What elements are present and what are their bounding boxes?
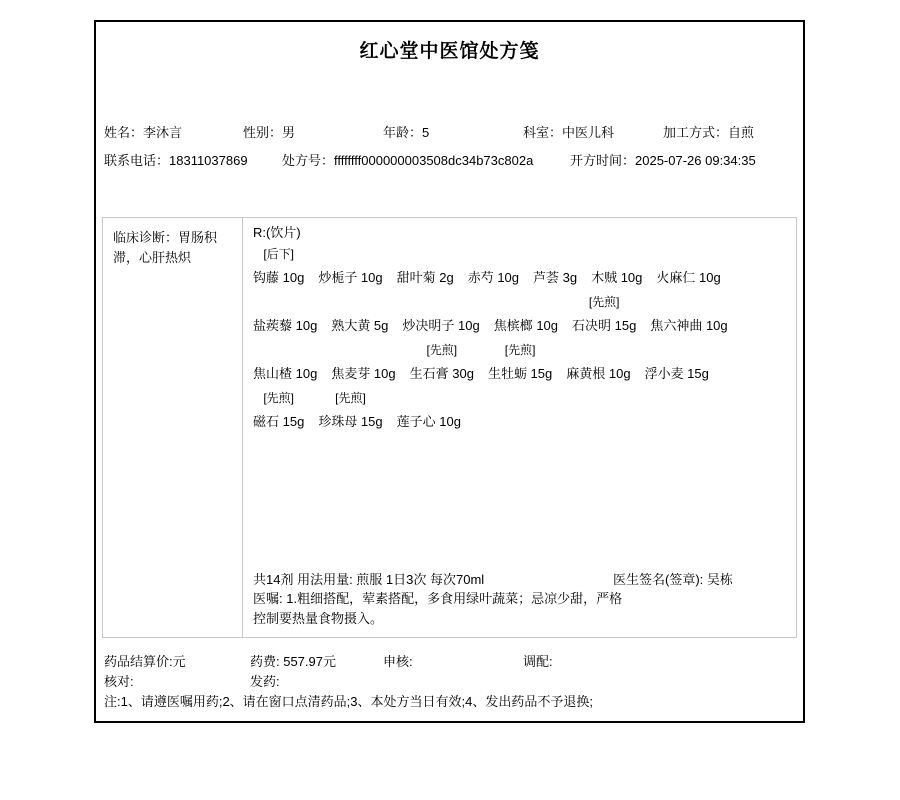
- page-title: 红心堂中医馆处方笺: [359, 41, 540, 62]
- herb-item: [468, 244, 519, 290]
- herb-name-dose: 焦槟榔 10g: [493, 318, 559, 333]
- decoction-note: [318, 244, 382, 265]
- dispense-field: 发药:: [250, 674, 280, 689]
- prescription-number-field: 处方号：ffffffff000000003508dc34b73c802a: [282, 153, 534, 168]
- herb-item: [397, 244, 454, 290]
- spacer: [253, 434, 786, 571]
- contact-phone-field: 联系电话：18311037869: [104, 153, 248, 168]
- herb-name-dose: 炒栀子 10g: [318, 270, 383, 285]
- herb-item: [253, 244, 304, 290]
- herb-item: [318, 244, 382, 290]
- herb-name-dose: 磁石 15g: [253, 414, 305, 429]
- herb-name-dose: 莲子心 10g: [396, 414, 461, 429]
- medicine-fee-field: 药费: 557.97元: [250, 654, 336, 669]
- herb-item: [494, 292, 558, 338]
- herb-item: [253, 388, 304, 434]
- herb-name-dose: 钩藤 10g: [253, 270, 305, 285]
- herb-name-dose: 火麻仁 10g: [656, 270, 721, 285]
- decoction-note: [566, 340, 630, 361]
- herb-name-dose: 炒决明子 10g: [402, 318, 480, 333]
- footer-note: 注:1、请遵医嘱用药;2、请在窗口点清药品;3、本处方当日有效;4、发出药品不予退换;: [104, 694, 593, 709]
- herb-name-dose: 赤芍 10g: [467, 270, 520, 285]
- decoction-note: [先煎]: [426, 343, 458, 357]
- herb-list: [253, 242, 786, 434]
- decoction-note: [253, 340, 317, 361]
- herb-item: [318, 388, 382, 434]
- herb-item: [397, 388, 461, 434]
- herb-item: [402, 292, 479, 338]
- herb-name-dose: 焦麦芽 10g: [331, 366, 396, 381]
- decoction-note: [397, 388, 461, 409]
- herb-line: [253, 388, 786, 434]
- patient-age-field: 年龄：5: [383, 125, 430, 140]
- herb-name-dose: 盐蒺藜 10g: [253, 318, 318, 333]
- decoction-note: [494, 292, 558, 313]
- compounding-field: 调配:: [523, 654, 553, 669]
- herb-item: [488, 340, 552, 386]
- settlement-price-field: 药品结算价:元: [104, 654, 186, 669]
- decoction-note: [397, 244, 454, 265]
- herb-name-dose: 焦六神曲 10g: [650, 318, 728, 333]
- decoction-note: [后下]: [263, 247, 294, 261]
- dosage-summary: 共14剂 用法用量: 煎服 1日3次 每次70ml: [253, 572, 485, 587]
- decoction-note: [331, 340, 395, 361]
- herb-name-dose: 甜叶菊 2g: [396, 270, 454, 285]
- herb-item: [650, 292, 727, 338]
- herb-item: [591, 244, 642, 290]
- verify-field: 核对:: [104, 674, 134, 689]
- prescription-sheet: [94, 20, 805, 723]
- herb-name-dose: 浮小麦 15g: [644, 366, 709, 381]
- herb-item: [410, 340, 474, 386]
- herb-item: [331, 292, 388, 338]
- herb-name-dose: 芦荟 3g: [533, 270, 578, 285]
- patient-gender-field: 性别：男: [243, 125, 296, 140]
- herb-item: [572, 292, 636, 338]
- herb-name-dose: 珍珠母 15g: [318, 414, 383, 429]
- herb-item: [253, 340, 317, 386]
- decoction-note: [656, 244, 720, 265]
- decoction-note: [先煎]: [504, 343, 536, 357]
- medical-advice-line1: 医嘱: 1.粗细搭配，荤素搭配，多食用绿叶蔬菜；忌凉少甜，严格: [253, 591, 623, 606]
- decoction-note: [645, 340, 709, 361]
- prescription-column: [243, 218, 796, 637]
- decoction-note: [591, 244, 642, 265]
- decoction-note: [650, 292, 727, 313]
- herb-name-dose: 石决明 15g: [572, 318, 637, 333]
- decoction-note: [先煎]: [588, 295, 620, 309]
- herb-name-dose: 生牡蛎 15g: [487, 366, 553, 381]
- herb-name-dose: 生石膏 30g: [409, 366, 474, 381]
- clinical-diagnosis: 临床诊断：胃肠积滞，心肝热炽: [103, 218, 243, 637]
- decoction-note: [533, 244, 577, 265]
- doctor-signature: 医生签名(签章): 吴栋: [613, 572, 733, 587]
- decoction-note: [先煎]: [263, 391, 294, 405]
- herb-item: [656, 244, 720, 290]
- herb-item: [253, 292, 317, 338]
- herb-line: [253, 292, 786, 338]
- herb-item: [645, 340, 709, 386]
- department-field: 科室：中医儿科: [523, 125, 615, 140]
- usage-row: [253, 571, 786, 589]
- decoction-note: [402, 292, 479, 313]
- herb-name-dose: 麻黄根 10g: [566, 366, 631, 381]
- processing-method-field: 加工方式：自煎: [663, 125, 755, 140]
- decoction-note: [468, 244, 519, 265]
- decoction-note: [331, 292, 388, 313]
- decoction-note: [先煎]: [335, 391, 366, 405]
- herb-item: [331, 340, 395, 386]
- herb-name-dose: 焦山楂 10g: [253, 366, 318, 381]
- herb-item: [533, 244, 577, 290]
- herb-line: [253, 244, 786, 290]
- patient-name-field: 姓名：李沐言: [104, 125, 183, 140]
- herb-name-dose: 熟大黄 5g: [331, 318, 389, 333]
- rx-label: R:(饮片): [253, 225, 301, 240]
- decoction-note: [253, 292, 317, 313]
- prescription-box: [102, 217, 797, 638]
- herb-line: [253, 340, 786, 386]
- herb-item: [566, 340, 630, 386]
- issue-time-field: 开方时间：2025-07-26 09:34:35: [570, 153, 756, 168]
- herb-name-dose: 木贼 10g: [591, 270, 643, 285]
- audit-field: 申核:: [383, 654, 413, 669]
- medical-advice-line2: 控制要热量食物摄入。: [253, 611, 384, 626]
